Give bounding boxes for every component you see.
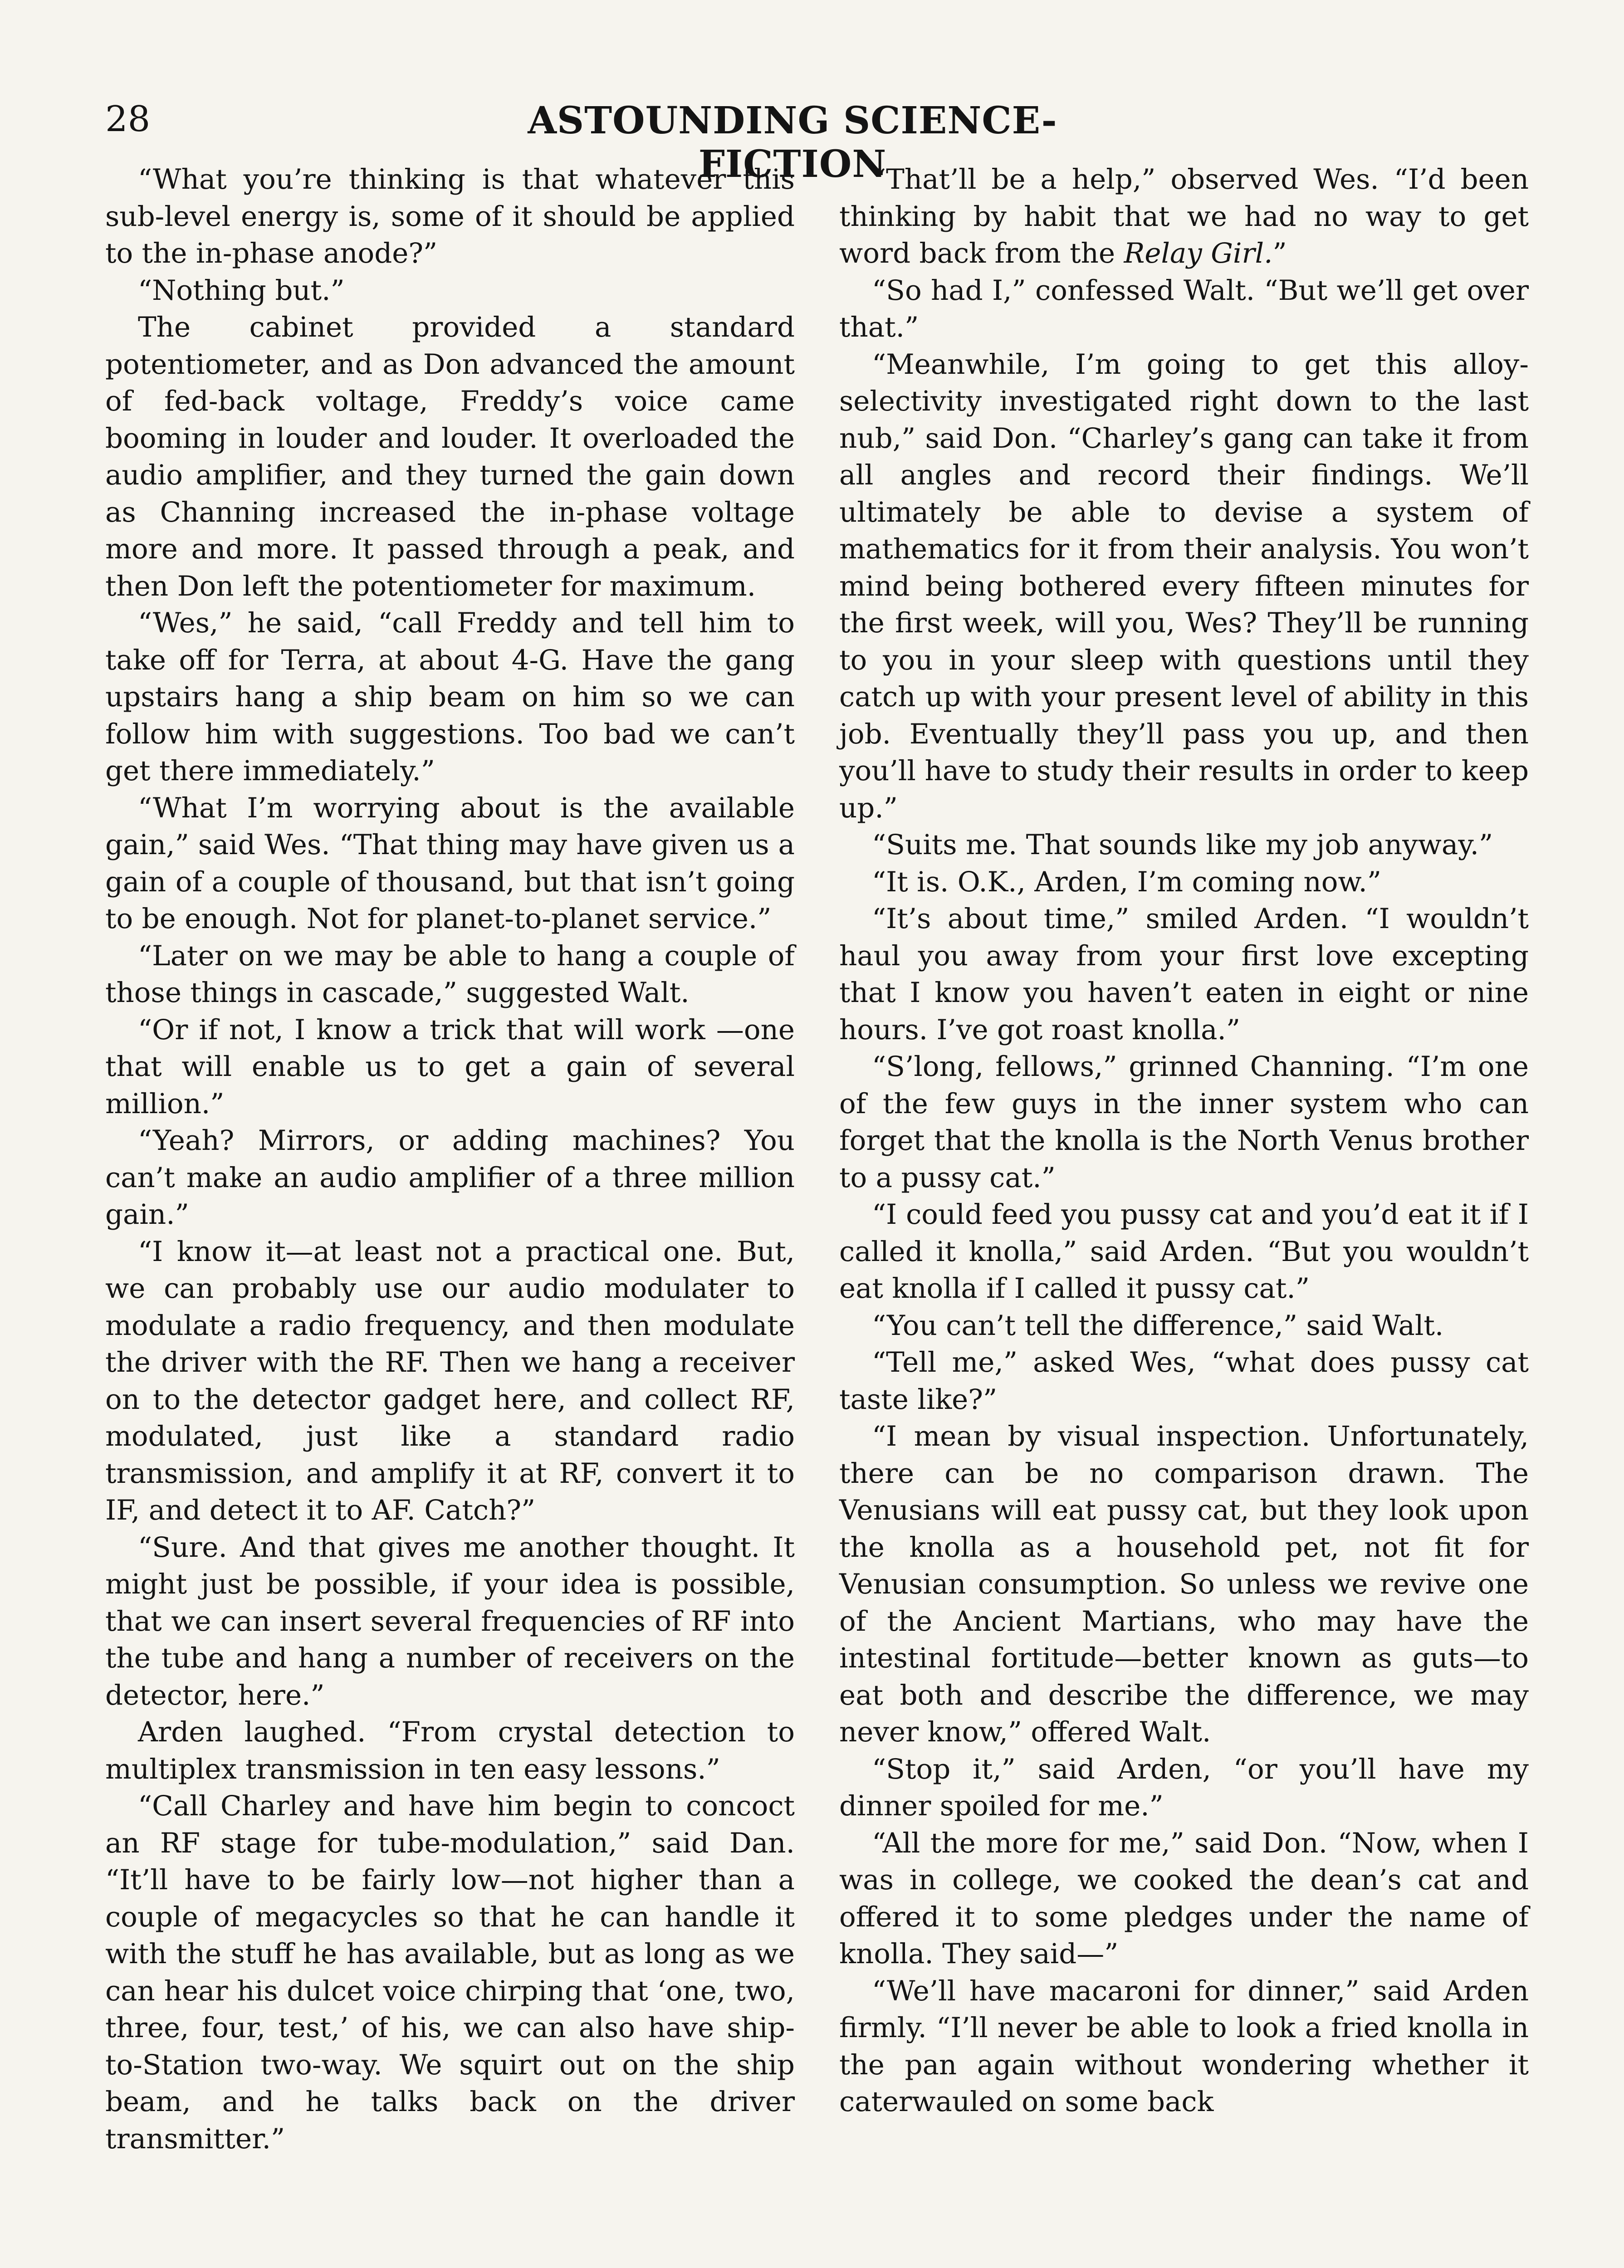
paragraph: “Suits me. That sounds like my job anyway.” xyxy=(872,829,1493,861)
paragraph: “What you’re thinking is that whatever this sub-level energy is, some of it should be applied to the in-phase anode?” xyxy=(105,163,795,269)
running-title: ASTOUNDING SCIENCE-FICTION xyxy=(528,99,1057,186)
paragraph: “Meanwhile, I’m going to get this alloy-selectivity investigated right down to the last nub,” said Don. “Charley’s gang can take it from all angles and record their findings. We’ll ultimately be able to devise a system of mathematics for it from their analysis. You won’t mind being bothered every fifteen minutes for the first week, will you, Wes? They’ll be running to you in your sleep with questions until they catch up with your present level of ability in this job. Eventually they’ll pass you up, and then you’ll have to study their results in order to keep up.” xyxy=(839,348,1529,824)
paragraph: “You can’t tell the difference,” said Walt. xyxy=(872,1309,1444,1342)
left-column xyxy=(105,161,795,2157)
paragraph: “Later on we may be able to hang a couple of those things in cascade,” suggested Walt. xyxy=(105,939,795,1009)
paragraph: “I could feed you pussy cat and you’d eat it if I called it knolla,” said Arden. “But you wouldn’t eat knolla if I called it pussy cat.” xyxy=(839,1198,1529,1305)
paragraph: “Tell me,” asked Wes, “what does pussy cat taste like?” xyxy=(839,1346,1529,1416)
paragraph: “Yeah? Mirrors, or adding machines? You can’t make an audio amplifier of a three million gain.” xyxy=(105,1124,795,1231)
paragraph-text: ” xyxy=(1272,237,1287,269)
paragraph xyxy=(839,161,1529,272)
paragraph: “What I’m worrying about is the available gain,” said Wes. “That thing may have given us a gain of a couple of thousand, but that isn’t going to be enough. Not for planet-to-planet service.” xyxy=(105,792,795,935)
right-column xyxy=(839,161,1529,2121)
paragraph: “Wes,” he said, “call Freddy and tell him to take off for Terra, at about 4-G. Have the gang upstairs hang a ship beam on him so we can follow him with suggestions. Too bad we can’t get there immediately.” xyxy=(105,607,795,787)
page-header xyxy=(105,99,1519,186)
paragraph: “I mean by visual inspection. Unfortunately, there can be no comparison drawn. The Venusians will eat pussy cat, but they look upon the knolla as a household pet, not fit for Venusian consumption. So unless we revive one of the Ancient Martians, who may have the intestinal fortitude—better known as guts—to eat both and describe the difference, we may never know,” offered Walt. xyxy=(839,1420,1529,1748)
paragraph: “It is. O.K., Arden, I’m coming now.” xyxy=(872,865,1382,898)
paragraph: “It’s about time,” smiled Arden. “I wouldn’t haul you away from your first love excepting that I know you haven’t eaten in eight or nine hours. I’ve got roast knolla.” xyxy=(839,903,1529,1046)
paragraph: “Sure. And that gives me another thought. It might just be possible, if your idea is possible, that we can insert several frequencies of RF into the tube and hang a number of receivers on the detector, here.” xyxy=(105,1531,795,1711)
ship-name-italic: Relay Girl. xyxy=(1124,237,1273,269)
paragraph: “Stop it,” said Arden, “or you’ll have my dinner spoiled for me.” xyxy=(839,1753,1529,1822)
paragraph: The cabinet provided a standard potentiometer, and as Don advanced the amount of fed-back voltage, Freddy’s voice came booming in louder and louder. It overloaded the audio amplifier, and they turned the gain down as Channing increased the in-phase voltage more and more. It passed through a peak, and then Don left the potentiometer for maximum. xyxy=(105,311,795,602)
paragraph: “I know it—at least not a practical one. But, we can probably use our audio modulater to modulate a radio frequency, and then modulate the driver with the RF. Then we hang a receiver on to the detector gadget here, and collect RF, modulated, just like a standard radio transmission, and amplify it at RF, convert it to IF, and detect it to AF. Catch?” xyxy=(105,1235,795,1526)
paragraph-text: “That’ll be a help,” observed Wes. “I’d been thinking by habit that we had no way to get word back from the xyxy=(839,163,1529,269)
paragraph: “All the more for me,” said Don. “Now, when I was in college, we cooked the dean’s cat and offered it to some pledges under the name of knolla. They said—” xyxy=(839,1827,1529,1970)
paragraph: “S’long, fellows,” grinned Channing. “I’m one of the few guys in the inner system who can forget that the knolla is the North Venus brother to a pussy cat.” xyxy=(839,1051,1529,1194)
paragraph: “Nothing but.” xyxy=(138,274,345,307)
paragraph: “Call Charley and have him begin to concoct an RF stage for tube-modulation,” said Dan. “It’ll have to be fairly low—not higher than a couple of megacycles so that he can handle it with the stuff he has available, but as long as we can hear his dulcet voice chirping that ‘one, two, three, four, test,’ of his, we can also have ship-to-Station two-way. We squirt out on the ship beam, and he talks back on the driver transmitter.” xyxy=(105,1790,795,2155)
paragraph: “Or if not, I know a trick that will work —one that will enable us to get a gain of several million.” xyxy=(105,1013,795,1120)
paragraph: Arden laughed. “From crystal detection to multiplex transmission in ten easy lessons.” xyxy=(105,1716,795,1785)
page-number: 28 xyxy=(105,99,151,140)
paragraph: “We’ll have macaroni for dinner,” said Arden firmly. “I’ll never be able to look a fried knolla in the pan again without wondering whether it caterwauled on some back xyxy=(839,1975,1529,2118)
paragraph: “So had I,” confessed Walt. “But we’ll get over that.” xyxy=(839,274,1529,343)
